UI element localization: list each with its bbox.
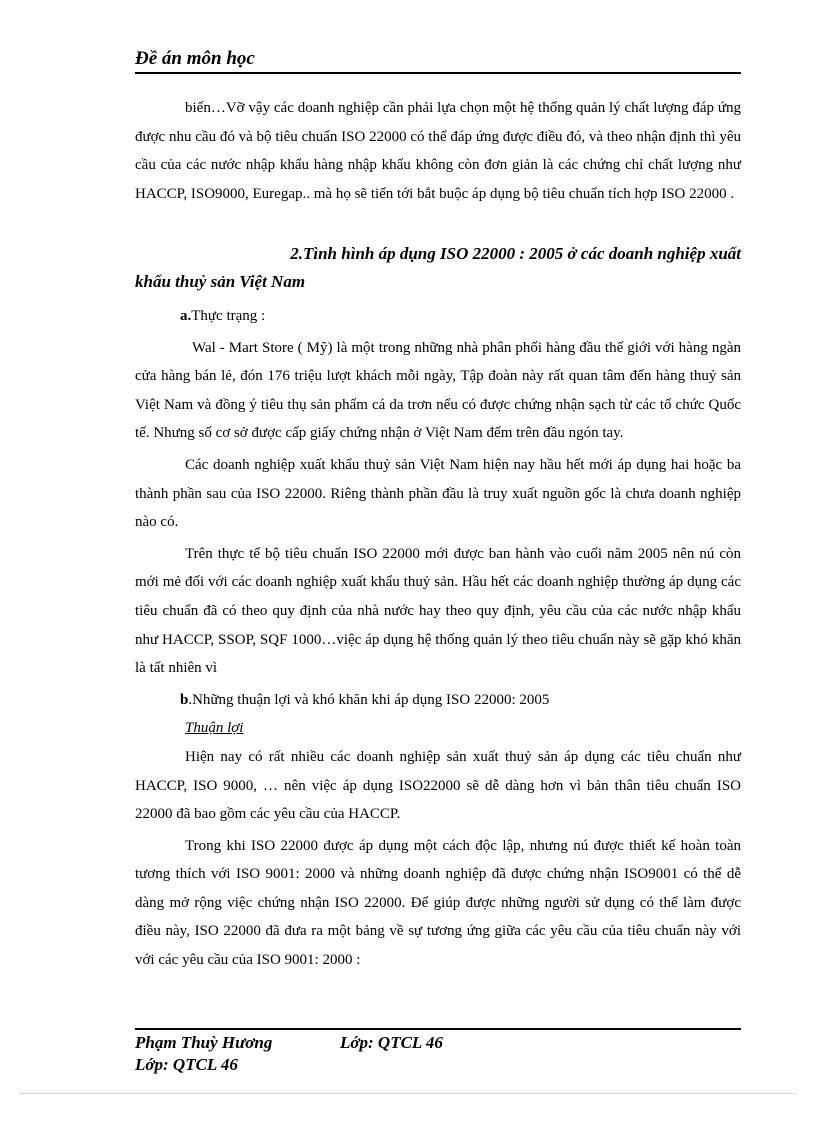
section-heading-line2: khẩu thuỷ sản Việt Nam bbox=[135, 272, 306, 291]
paragraph-b-2: Trong khi ISO 22000 được áp dụng một cách độc lập, nhưng nú được thiết kế hoàn toàn tương thích với ISO 9001: 2000 và những doanh nghiệp đã được chứng nhận ISO9001 có thể dễ dàng mở rộng việc chứng nhận ISO 22000. Để giúp được những người sử dụng có thể làm được điều này, ISO 22000 đã đưa ra một bảng về sự tương ứng giữa các yêu cầu của tiêu chuẩn này với với các yêu cầu của ISO 9001: 2000 : bbox=[135, 837, 741, 969]
section-heading bbox=[135, 240, 741, 296]
section-heading-line1: 2.Tình hình áp dụng ISO 22000 : 2005 ở các doanh nghiệp xuất bbox=[290, 244, 741, 263]
subsection-a-prefix: a. bbox=[180, 308, 192, 324]
main-body bbox=[135, 302, 741, 975]
footer-row-1 bbox=[135, 1032, 443, 1054]
footer-class: Lớp: QTCL 46 bbox=[340, 1033, 443, 1052]
advantages-heading bbox=[135, 714, 741, 743]
paragraph-a-1: Wal - Mart Store ( Mỹ) là một trong những nhà phân phối hàng đầu thế giới với hàng ngàn cửa hàng bán lẻ, đón 176 triệu lượt khách mỗi ngày, Tập đoàn này rất quan tâm đến hàng thuỷ sản Việt Nam và đồng ý tiêu thụ sản phẩm cá da trơn nếu có được chứng nhận sạch từ các tổ chức Quốc tế. Nhưng số cơ sở được cấp giấy chứng nhận ở Việt Nam đếm trên đầu ngón tay. bbox=[135, 339, 741, 442]
advantages-label: Thuận lợi bbox=[185, 720, 244, 737]
page-footer bbox=[135, 1032, 443, 1076]
paragraph-a-3: Trên thực tế bộ tiêu chuẩn ISO 22000 mới được ban hành vào cuối năm 2005 nên nú còn mới mẻ đối với các doanh nghiệp xuất khẩu thuỷ sản. Hầu hết các doanh nghiệp thường áp dụng các tiêu chuẩn đã có theo quy định của nhà nước hay theo quy định, yêu cầu của các nước nhập khẩu như HACCP, SSOP, SQF 1000…việc áp dụng hệ thống quản lý theo tiêu chuẩn này sẽ gặp khó khăn là tất nhiên vì bbox=[135, 545, 741, 677]
subsection-b-text: .Những thuận lợi và khó khăn khi áp dụng ISO 22000: 2005 bbox=[188, 691, 550, 708]
header-rule bbox=[135, 72, 741, 74]
intro-paragraph: biến…Vỡ vậy các doanh nghiệp cần phải lựa chọn một hệ thống quản lý chất lượng đáp ứng được nhu cầu đó và bộ tiêu chuẩn ISO 22000 có thể đáp ứng được điều đó, và theo nhận định thì yêu cầu của các nước nhập khẩu hàng nhập khẩu không còn đơn giản là các chứng chỉ chất lượng như HACCP, ISO9000, Euregap.. mà họ sẽ tiến tới bắt buộc áp dụng bộ tiêu chuẩn tích hợp ISO 22000 . bbox=[135, 100, 741, 202]
page-header-title: Đề án môn học bbox=[135, 48, 255, 69]
subsection-a-heading bbox=[135, 302, 741, 331]
footer-class-alt: Lớp: QTCL 46 bbox=[135, 1055, 238, 1074]
paragraph-b-1: Hiện nay có rất nhiều các doanh nghiệp sản xuất thuỷ sản áp dụng các tiêu chuẩn như HACCP, ISO 9000, … nên việc áp dụng ISO22000 sẽ dễ dàng hơn vì bản thân tiêu chuẩn ISO 22000 đã bao gồm các yêu cầu của HACCP. bbox=[135, 748, 741, 823]
footer-rule bbox=[135, 1028, 741, 1030]
footer-author: Phạm Thuỳ Hương bbox=[135, 1033, 273, 1052]
page-bottom-dotted-line bbox=[20, 1093, 796, 1094]
subsection-b-heading bbox=[135, 686, 741, 715]
subsection-b-prefix: b bbox=[180, 691, 189, 708]
intro-block bbox=[135, 94, 741, 208]
subsection-a-text: Thực trạng : bbox=[191, 308, 266, 324]
paragraph-a-2: Các doanh nghiệp xuất khẩu thuỷ sản Việt Nam hiện nay hầu hết mới áp dụng hai hoặc ba thành phần sau của ISO 22000. Riêng thành phần đầu là truy xuất nguồn gốc là chưa doanh nghiệp nào có. bbox=[135, 456, 741, 531]
